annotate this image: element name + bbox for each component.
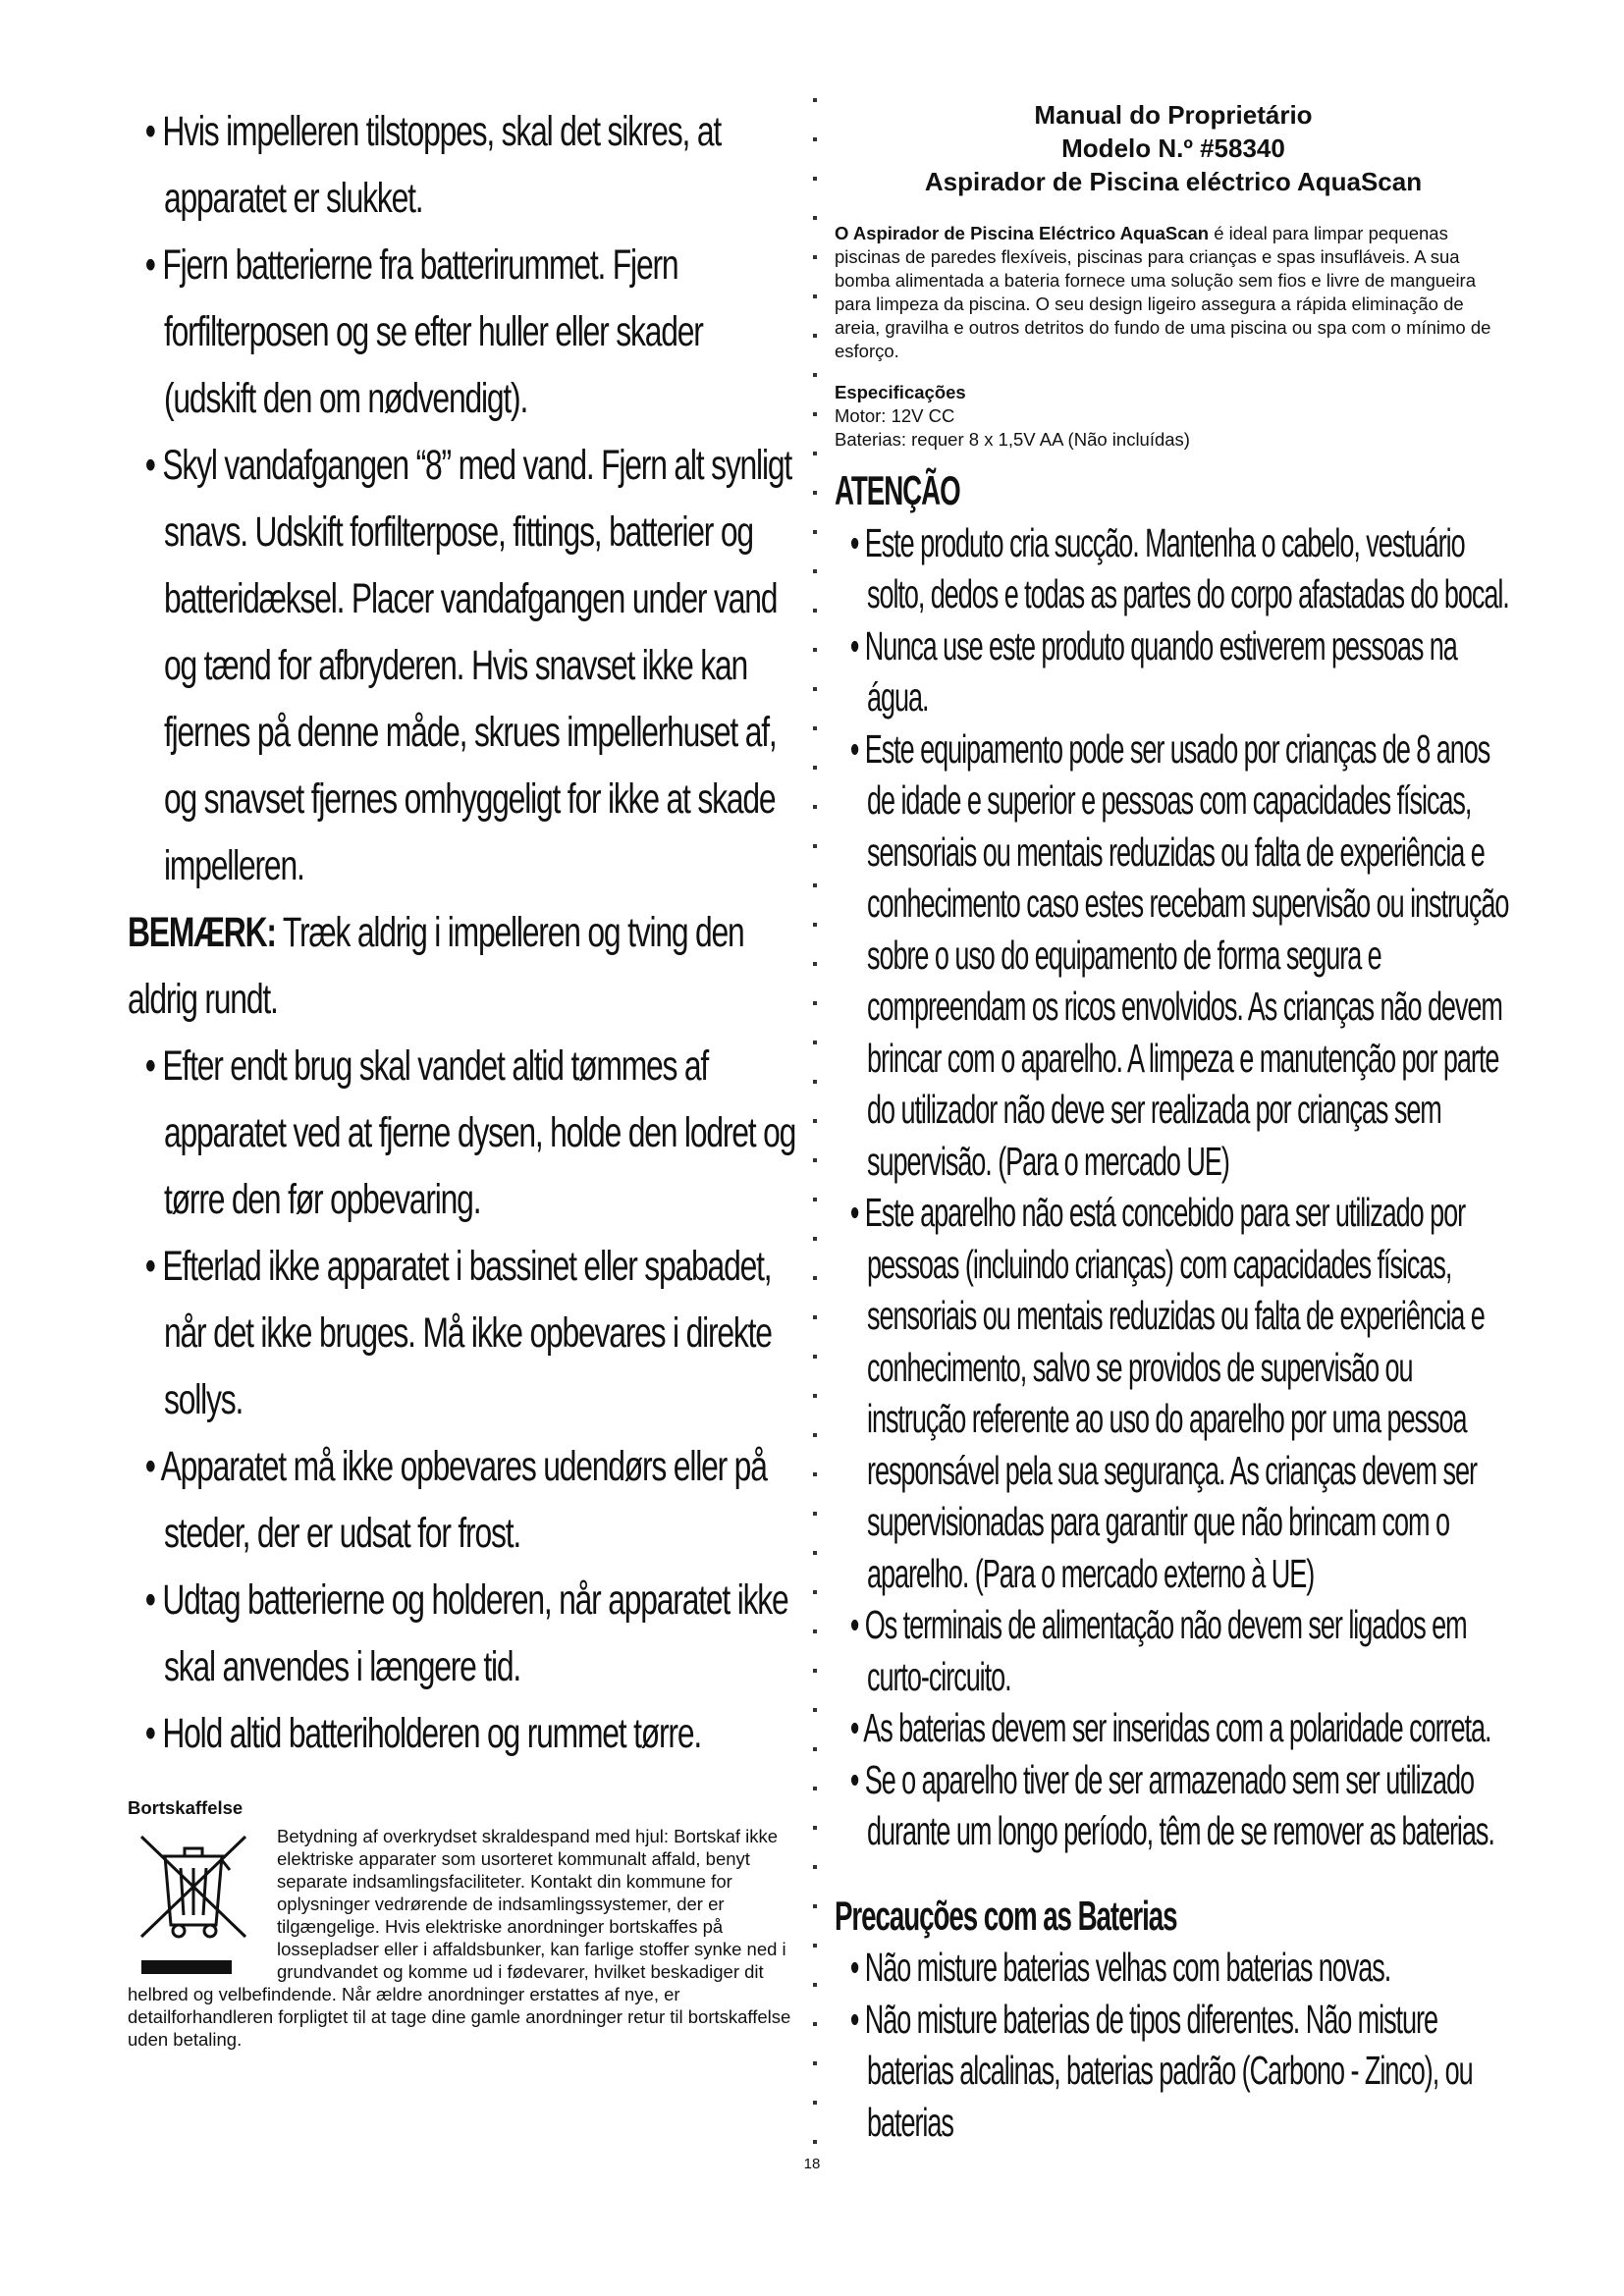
note-text: Træk aldrig i impelleren og tving den aldrig rundt. bbox=[128, 909, 744, 1023]
list-item: • Não misture baterias velhas com baterias novas. bbox=[849, 1945, 1391, 1990]
list-item: • Udtag batterierne og holderen, når apparatet ikke skal anvendes i længere tid. bbox=[144, 1576, 788, 1690]
column-divider bbox=[813, 98, 817, 2150]
list-item: • Nunca use este produto quando estiverem pessoas na água. bbox=[849, 622, 1457, 720]
list-item: • Hold altid batteriholderen og rummet tørre. bbox=[144, 1710, 702, 1757]
disposal-title: Bortskaffelse bbox=[128, 1797, 244, 1818]
spec-title: Especificações bbox=[835, 382, 966, 402]
right-column bbox=[835, 98, 1512, 2148]
list-item: • Fjern batterierne fra batterirummet. Fjern forfilterposen og se efter huller eller skader (udskift den om nødvendigt). bbox=[144, 241, 703, 422]
note-paragraph bbox=[128, 899, 796, 1033]
intro-paragraph bbox=[835, 222, 1512, 363]
list-item: • Este produto cria sucção. Mantenha o cabelo, vestuário solto, dedos e todas as partes do corpo afastadas do bocal. bbox=[849, 519, 1509, 616]
specifications bbox=[835, 381, 1512, 452]
note-label: BEMÆRK: bbox=[128, 909, 276, 956]
list-item: • Efterlad ikke apparatet i bassinet eller spabadet, når det ikke bruges. Må ikke opbevares i direkte sollys. bbox=[144, 1243, 772, 1423]
list-item: • Skyl vandafgangen “8” med vand. Fjern alt synligt snavs. Udskift forfilterpose, fittings, batterier og batteridæksel. Placer vandafgangen under vand og tænd for afbryderen. Hvis snavset ikke kan fjernes på denne måde, skrues impellerhuset af, og snavset fjernes omhyggeligt for ikke at skade impelleren. bbox=[144, 442, 792, 889]
intro-text: é ideal para limpar pequenas piscinas de paredes flexíveis, piscinas para crianças e spas insufláveis. A sua bomba alimentada a bateria fornece uma solução sem fios e livre de mangueira para limpeza da piscina. O seu design ligeiro assegura a rápida eliminação de areia, gravilha e outros detritos do fundo de uma piscina ou spa com o mínimo de esforço. bbox=[835, 223, 1491, 361]
spec-batteries: Baterias: requer 8 x 1,5V AA (Não incluídas) bbox=[835, 429, 1190, 450]
list-item: • Efter endt brug skal vandet altid tømmes af apparatet ved at fjerne dysen, holde den lodret og tørre den før opbevaring. bbox=[144, 1042, 796, 1223]
disposal-text: Betydning af overkrydset skraldespand med hjul: Bortskaf ikke elektriske apparater som usorteret kommunalt affald, benyt separate indsamlingsfaciliteter. Kontakt din kommune for oplysninger vedrørende de indsamlingssystemer, der er tilgængelige. Hvis elektriske anordninger bortskaffes på lossepladser eller i affaldsbunker, kan farlige stoffer synke ned i grundvandet og komme ud i fødevarer, hvilket beskadiger dit helbred og velbefindende. Når ældre anordninger erstattes af nye, er detailforhandleren forpligtet til at tage dine gamle anordninger retur til bortskaffelse uden betaling. bbox=[128, 1826, 791, 2050]
manual-heading bbox=[835, 98, 1512, 198]
battery-precautions-title: Precauções com as Baterias bbox=[835, 1892, 1177, 1939]
page-number: 18 bbox=[803, 2156, 821, 2172]
warnings-block bbox=[835, 465, 1512, 2148]
manual-title: Manual do Proprietário bbox=[1034, 100, 1313, 130]
spec-motor: Motor: 12V CC bbox=[835, 405, 955, 426]
product-name: Aspirador de Piscina eléctrico AquaScan bbox=[924, 167, 1423, 196]
list-item: • Este aparelho não está concebido para ser utilizado por pessoas (incluindo crianças) com capacidades físicas, sensoriais ou mentais reduzidas ou falta de experiência e conhecimento, salvo se providos de supervisão ou instrução referente ao uso do aparelho por uma pessoa responsável pela sua segurança. As crianças devem ser supervisionadas para garantir que não brincam com o aparelho. (Para o mercado externo à UE) bbox=[849, 1190, 1485, 1596]
list-item: • As baterias devem ser inseridas com a polaridade correta. bbox=[849, 1705, 1491, 1750]
list-item: • Não misture baterias de tipos diferentes. Não misture baterias alcalinas, baterias padrão (Carbono - Zinco), ou baterias bbox=[849, 1996, 1473, 2145]
crossed-out-wheelie-bin-icon bbox=[128, 1827, 263, 1974]
intro-bold: O Aspirador de Piscina Eléctrico AquaScan bbox=[835, 223, 1210, 243]
list-item: • Este equipamento pode ser usado por crianças de 8 anos de idade e superior e pessoas com capacidades físicas, sensoriais ou mentais reduzidas ou falta de experiência e conhecimento caso estes recebam supervisão ou instrução sobre o uso do equipamento de forma segura e compreendam os ricos envolvidos. As crianças não devem brincar com o aparelho. A limpeza e manutenção por parte do utilizador não deve ser realizada por crianças sem supervisão. (Para o mercado UE) bbox=[849, 725, 1509, 1184]
left-column bbox=[128, 98, 796, 2050]
list-item: • Se o aparelho tiver de ser armazenado sem ser utilizado durante um longo período, têm de se remover as baterias. bbox=[849, 1756, 1494, 1853]
disposal-section bbox=[128, 1796, 795, 2051]
model-number: Modelo N.º #58340 bbox=[1061, 133, 1285, 163]
list-item: • Hvis impelleren tilstoppes, skal det sikres, at apparatet er slukket. bbox=[144, 108, 722, 222]
list-item: • Apparatet må ikke opbevares udendørs eller på steder, der er udsat for frost. bbox=[144, 1443, 767, 1557]
left-instructions bbox=[128, 98, 796, 1767]
warning-title: ATENÇÃO bbox=[835, 467, 960, 513]
list-item: • Os terminais de alimentação não devem ser ligados em curto-circuito. bbox=[849, 1602, 1467, 1699]
